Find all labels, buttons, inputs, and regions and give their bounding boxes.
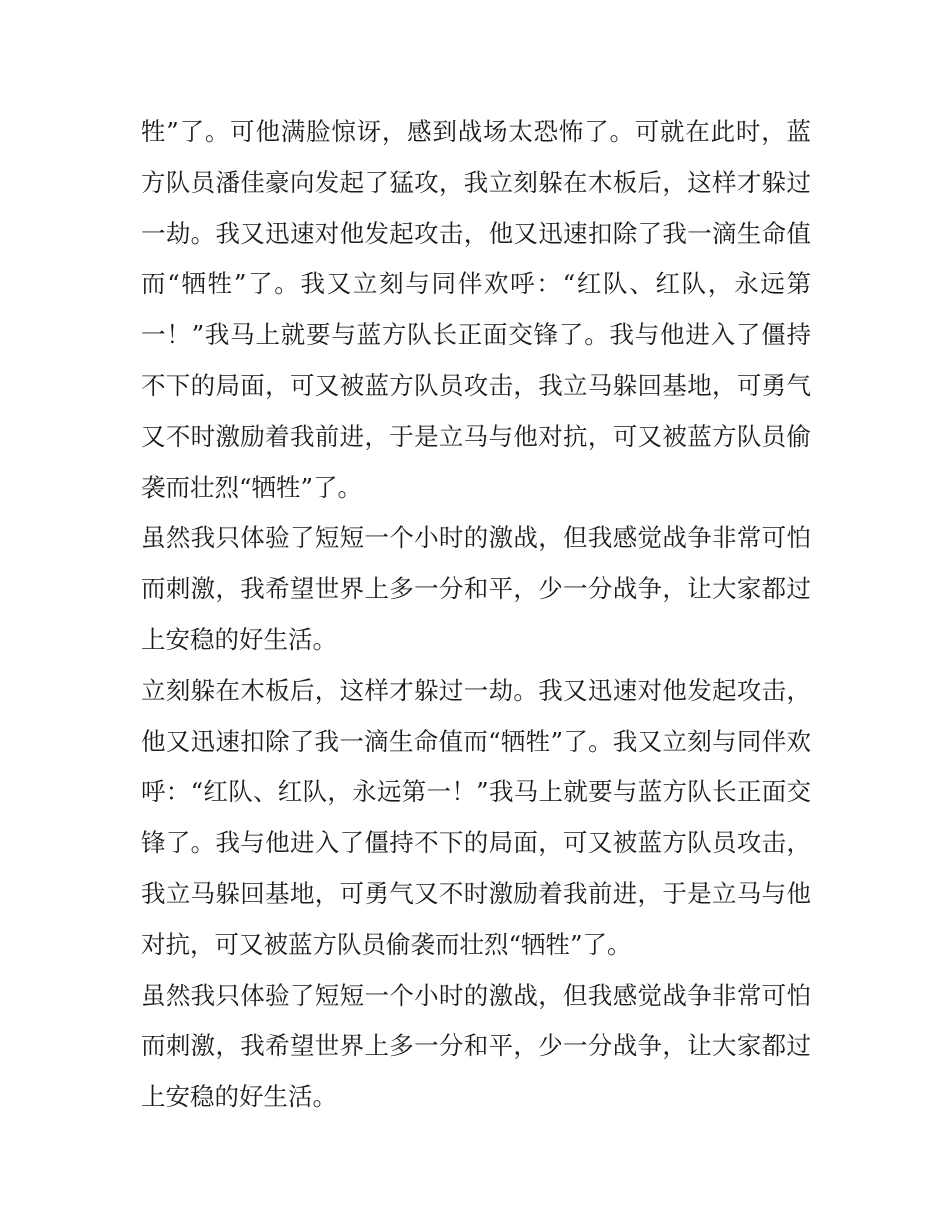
paragraph-1 (141, 107, 811, 513)
text-line: 对抗，可又被蓝方队员偷袭而壮烈“牺牲”了。 (141, 929, 632, 959)
paragraph-3 (141, 666, 811, 971)
text-line: 不下的局面，可又被蓝方队员攻击，我立马躲回基地，可勇气 (141, 370, 811, 400)
text-line: 而“牺牲”了。我又立刻与同伴欢呼：“红队、红队，永远第 (141, 269, 811, 299)
text-line: 方队员潘佳豪向发起了猛攻，我立刻躲在木板后，这样才躲过 (141, 167, 811, 197)
text-line: 又不时激励着我前进，于是立马与他对抗，可又被蓝方队员偷 (141, 421, 811, 451)
paragraph-4 (141, 971, 811, 1123)
text-line: 而刺激，我希望世界上多一分和平，少一分战争，让大家都过 (141, 1031, 811, 1061)
text-line: 上安稳的好生活。 (141, 1082, 337, 1112)
text-line: 一！”我马上就要与蓝方队长正面交锋了。我与他进入了僵持 (141, 320, 811, 350)
text-line: 立刻躲在木板后，这样才躲过一劫。我又迅速对他发起攻击， (141, 675, 811, 705)
text-line: 呼：“红队、红队，永远第一！”我马上就要与蓝方队长正面交 (141, 777, 811, 807)
text-line: 牲”了。可他满脸惊讶，感到战场太恐怖了。可就在此时，蓝 (141, 117, 811, 146)
text-line: 锋了。我与他进入了僵持不下的局面，可又被蓝方队员攻击， (141, 828, 811, 858)
paragraph-2 (141, 513, 811, 665)
document-body (141, 107, 811, 1123)
text-line: 袭而壮烈“牺牲”了。 (141, 472, 363, 502)
text-line: 虽然我只体验了短短一个小时的激战，但我感觉战争非常可怕 (141, 523, 811, 553)
text-line: 一劫。我又迅速对他发起攻击，他又迅速扣除了我一滴生命值 (141, 218, 811, 248)
text-line: 我立马躲回基地，可勇气又不时激励着我前进，于是立马与他 (141, 878, 811, 908)
text-line: 他又迅速扣除了我一滴生命值而“牺牲”了。我又立刻与同伴欢 (141, 726, 811, 756)
text-line: 虽然我只体验了短短一个小时的激战，但我感觉战争非常可怕 (141, 980, 811, 1010)
text-line: 上安稳的好生活。 (141, 624, 337, 654)
text-line: 而刺激，我希望世界上多一分和平，少一分战争，让大家都过 (141, 574, 811, 604)
